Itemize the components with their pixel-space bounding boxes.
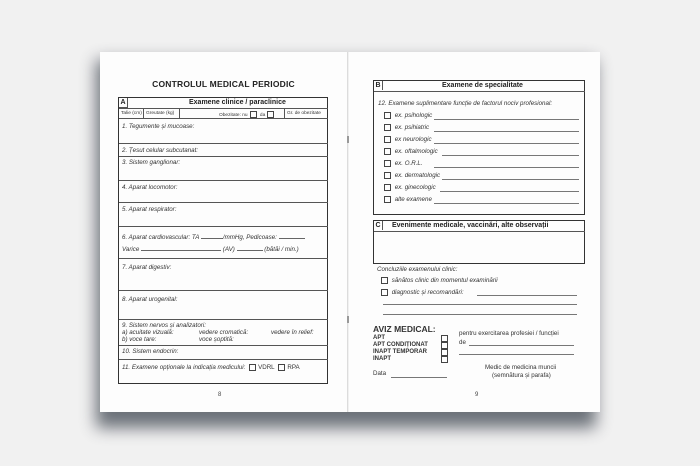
depth-vision-label: vedere în relief: [271, 329, 314, 336]
exam-input[interactable] [442, 155, 579, 156]
whisper-voice-label: voce șoptită: [199, 336, 234, 343]
profession-label: pentru exercitarea profesiei / funcției [459, 330, 559, 337]
exam-checkbox[interactable] [384, 160, 391, 167]
cardio-label: 6. Aparat cardiovascular: TA [122, 234, 200, 241]
bpm-label: (bătăi / min.) [264, 246, 299, 253]
varice-label: Varice [122, 246, 140, 253]
av-input[interactable] [237, 250, 263, 251]
aviz-conditional-label: APT CONDIȚIONAT [373, 342, 428, 348]
exam-checkbox[interactable] [384, 124, 391, 131]
exam-label: ex. O.R.L. [394, 160, 423, 168]
exam-input[interactable] [434, 119, 579, 120]
exam-label: ex. psihiatric [394, 124, 430, 132]
item-cardiovascular [122, 234, 305, 241]
section-b-letter: B [374, 81, 383, 90]
conclusions-title: Concluziile examenului clinic: [377, 266, 458, 273]
supplementary-exams-intro: 12. Examene suplimentare funcție de factorul nociv profesional: [378, 100, 553, 107]
item-respiratory: 5. Aparat respirator: [122, 206, 177, 213]
aviz-inapt-checkbox[interactable] [441, 356, 448, 363]
section-c-box [373, 220, 585, 264]
exam-row-dermatologic [382, 172, 440, 179]
aviz-inapt-label: INAPT [373, 356, 391, 362]
obesity-yes-label: da [259, 112, 266, 118]
section-c-title: Evenimente medicale, vaccinări, alte observații [392, 222, 549, 229]
exam-label: ex. ginecologic [394, 184, 436, 192]
rpa-checkbox[interactable] [278, 364, 285, 371]
exam-row-other [382, 196, 432, 203]
aviz-temporary-checkbox[interactable] [441, 349, 448, 356]
height-field-label: Talie (cm) [121, 111, 142, 116]
optional-exams-label: 11. Examene opționale la indicația medicului: [122, 364, 246, 372]
exam-label: ex neurologic [394, 136, 432, 144]
exam-checkbox[interactable] [384, 136, 391, 143]
item-urogenital: 8. Aparat urogenital: [122, 296, 178, 303]
item-digestive: 7. Aparat digestiv: [122, 264, 172, 271]
page-title: CONTROLUL MEDICAL PERIODIC [152, 79, 295, 89]
exam-label: ex. dermatologic [394, 172, 441, 180]
exam-label: ex. oftalmologic [394, 148, 438, 156]
av-label: (AV) [222, 246, 235, 253]
exam-input[interactable] [434, 131, 579, 132]
obesity-text: Obezitate: [219, 112, 241, 118]
diagnosis-input-line[interactable] [383, 314, 577, 315]
vdrl-label: VDRL [258, 364, 275, 372]
exam-row-ophthalmologic [382, 148, 438, 155]
exam-label: alte examene [394, 196, 432, 204]
page-number-right: 9 [475, 392, 479, 398]
exam-input[interactable] [442, 179, 579, 180]
diagnosis-label: diagnostic și recomandări: [391, 289, 464, 297]
obesity-no-checkbox[interactable] [250, 111, 257, 118]
profession-de-label: de [459, 339, 466, 346]
conclusion-diagnosis-row [379, 289, 464, 296]
section-b-box [373, 80, 585, 215]
section-a-box [118, 97, 328, 384]
diagnosis-input-line[interactable] [383, 304, 577, 305]
vdrl-checkbox[interactable] [249, 364, 256, 371]
obesity-grade-label: Gr. de obezitate [287, 111, 321, 116]
exam-row-psychiatric [382, 124, 429, 131]
diagnosis-checkbox[interactable] [381, 289, 388, 296]
exam-row-neurological [382, 136, 432, 143]
left-page [100, 52, 348, 412]
rpa-label: RPA [287, 364, 300, 372]
ta-unit: /mmHg, Pedicoase: [222, 234, 277, 241]
weight-field-label: Greutate (kg) [146, 111, 175, 116]
date-label: Data [373, 370, 387, 377]
pedicoase-input[interactable] [279, 238, 305, 239]
healthy-label: sănătos clinic din momentul examinării [391, 277, 498, 285]
signature-label: (semnătura și parafa) [492, 372, 551, 379]
profession-input[interactable] [469, 345, 574, 346]
aviz-apt-checkbox[interactable] [441, 335, 448, 342]
date-input[interactable] [391, 377, 447, 378]
varice-input[interactable] [141, 250, 221, 251]
section-b-title: Examene de specialitate [442, 82, 523, 89]
item-skin: 1. Tegumente și mucoase: [122, 123, 195, 130]
item-lymphatic: 3. Sistem ganglionar: [122, 159, 181, 166]
exam-input[interactable] [434, 143, 579, 144]
loud-voice-label: b) voce tare: [122, 336, 157, 343]
color-vision-label: vedere cromatică: [199, 329, 249, 336]
exam-input[interactable] [440, 191, 579, 192]
section-a-letter: A [119, 98, 128, 108]
exam-checkbox[interactable] [384, 172, 391, 179]
ta-input[interactable] [201, 238, 223, 239]
exam-row-orl [382, 160, 423, 167]
visual-acuity-label: a) acuitate vizuală: [122, 329, 174, 336]
page-number-left: 8 [218, 392, 222, 398]
diagnosis-input-line[interactable] [477, 295, 577, 296]
item-subcutaneous: 2. Țesut celular subcutanat: [122, 147, 199, 154]
varice-row [122, 246, 299, 253]
item-locomotor: 4. Aparat locomotor: [122, 184, 178, 191]
aviz-conditional-checkbox[interactable] [441, 342, 448, 349]
item-nervous-system: 9. Sistem nervos și analizatori: [122, 322, 206, 329]
section-c-letter: C [374, 221, 383, 230]
exam-checkbox[interactable] [384, 196, 391, 203]
right-page [349, 52, 600, 412]
aviz-temporary-label: INAPT TEMPORAR [373, 349, 427, 355]
obesity-label [219, 111, 276, 118]
exam-checkbox[interactable] [384, 148, 391, 155]
exam-input[interactable] [434, 203, 579, 204]
item-optional-exams [122, 364, 300, 371]
aviz-apt-label: APT [373, 335, 385, 341]
item-endocrine: 10. Sistem endocrin: [122, 348, 179, 355]
section-a-title: Examene clinice / paraclinice [189, 99, 286, 106]
obesity-no-label: nu [242, 112, 248, 118]
exam-row-psychological [382, 112, 432, 119]
exam-input[interactable] [434, 167, 579, 168]
medical-opinion-title: AVIZ MEDICAL: [373, 324, 436, 334]
obesity-yes-checkbox[interactable] [267, 111, 274, 118]
healthy-checkbox[interactable] [381, 277, 388, 284]
doctor-label: Medic de medicina muncii [485, 364, 557, 371]
exam-label: ex. psihologic [394, 112, 433, 120]
exam-row-gynecologic [382, 184, 436, 191]
exam-checkbox[interactable] [384, 184, 391, 191]
exam-checkbox[interactable] [384, 112, 391, 119]
conclusion-healthy-row [379, 277, 498, 284]
profession-input-2[interactable] [459, 354, 574, 355]
